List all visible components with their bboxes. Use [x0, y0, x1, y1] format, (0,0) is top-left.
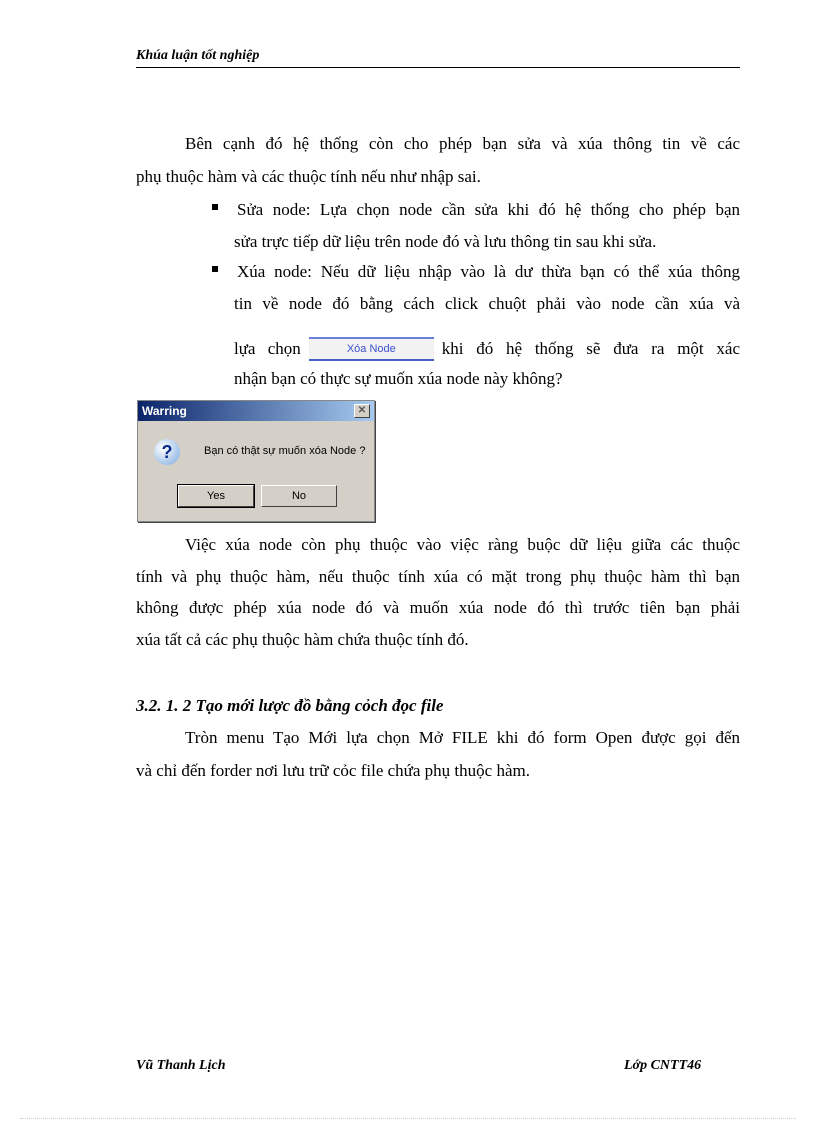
paragraph-line: và chỉ đến forder nơi lưu trữ cỏc file chứa phụ thuộc hàm. [136, 761, 530, 780]
xoa-node-menu-button[interactable]: Xóa Node [309, 337, 434, 361]
text: khi đó hệ thống sẽ đưa ra một xác [441, 339, 740, 358]
close-icon[interactable]: ✕ [354, 404, 370, 418]
bullet-line: sửa trực tiếp dữ liệu trên node đó và lưu thông tin sau khi sửa. [234, 232, 657, 251]
paragraph-line: phụ thuộc hàm và các thuộc tính nếu như nhập sai. [136, 167, 481, 186]
page-border [20, 1118, 796, 1119]
no-button[interactable]: No [261, 485, 337, 507]
bullet-icon [212, 266, 218, 272]
question-icon: ? [154, 439, 180, 465]
bullet-line: nhận bạn có thực sự muốn xúa node này không? [234, 369, 563, 388]
paragraph-line: không được phép xúa node đó và muốn xúa node đó thì trước tiên bạn phải [136, 598, 740, 617]
paragraph-line: Tròn menu Tạo Mới lựa chọn Mở FILE khi đó form Open được gọi đến [185, 728, 740, 747]
text: lựa chọn [234, 339, 301, 358]
bullet-icon [212, 204, 218, 210]
header-rule [136, 67, 740, 68]
yes-button[interactable]: Yes [178, 485, 254, 507]
footer-class: Lớp CNTT46 [624, 1058, 702, 1073]
dialog-title: Warring [142, 404, 187, 418]
paragraph-line: Việc xúa node còn phụ thuộc vào việc ràng buộc dữ liệu giữa các thuộc [185, 535, 740, 554]
warning-dialog [137, 400, 375, 522]
bullet-line: tin về node đó bằng cách click chuột phải vào node cần xúa và [234, 294, 740, 313]
section-heading: 3.2. 1. 2 Tạo mới lược đồ bằng cỏch đọc file [136, 696, 444, 715]
dialog-titlebar [138, 401, 374, 421]
bullet-line [234, 337, 740, 361]
dialog-message: Bạn có thật sự muốn xóa Node ? [204, 445, 366, 457]
paragraph-line: xúa tất cả các phụ thuộc hàm chứa thuộc tính đó. [136, 630, 469, 649]
page-header: Khúa luận tốt nghiệp [136, 48, 260, 63]
bullet-line: Xúa node: Nếu dữ liệu nhập vào là dư thừa bạn có thể xúa thông [237, 262, 740, 281]
paragraph-line: tính và phụ thuộc hàm, nếu thuộc tính xúa có mặt trong phụ thuộc hàm thì bạn [136, 567, 740, 586]
paragraph-line: Bên cạnh đó hệ thống còn cho phép bạn sửa và xúa thông tin về các [185, 134, 740, 153]
bullet-line: Sửa node: Lựa chọn node cần sửa khi đó hệ thống cho phép bạn [237, 200, 740, 219]
footer-author: Vũ Thanh Lịch [136, 1058, 226, 1073]
